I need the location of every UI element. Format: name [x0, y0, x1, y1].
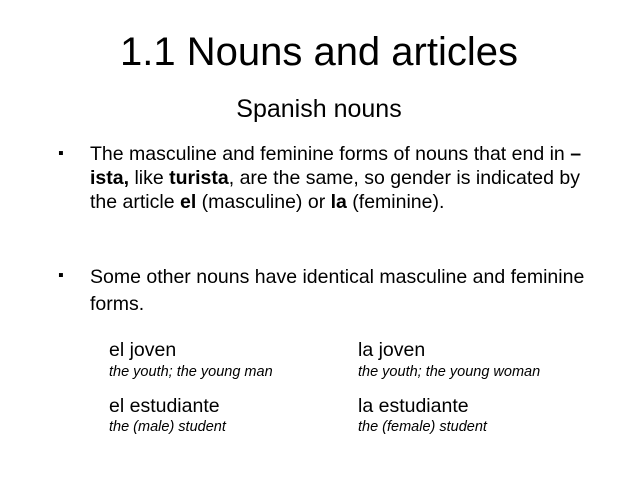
- bullet-2-text: Some other nouns have identical masculine and feminine forms.: [90, 266, 585, 315]
- slide-subtitle: Spanish nouns: [236, 95, 402, 123]
- bullet-1-part-5: (feminine).: [346, 191, 445, 213]
- bullet-1-part-2: like: [129, 167, 170, 189]
- bullet-marker-1: ▪: [58, 145, 64, 162]
- bullet-1-bold-turista: turista: [169, 167, 229, 189]
- bullet-1-bold-la: la: [330, 191, 347, 213]
- example-feminine-word: la joven: [358, 339, 426, 361]
- bullet-1-part-4: (masculine) or: [196, 191, 331, 213]
- example-masculine-gloss: the (male) student: [109, 419, 226, 435]
- example-feminine-word: la estudiante: [358, 395, 469, 417]
- example-masculine-word: el estudiante: [109, 395, 220, 417]
- bullet-1-part-3: , are the same, so gender is indicated by the article: [90, 167, 580, 213]
- slide-title: 1.1 Nouns and articles: [119, 30, 518, 74]
- bullet-marker-2: ▪: [58, 267, 64, 284]
- example-feminine-gloss: the youth; the young woman: [358, 364, 541, 380]
- example-feminine-gloss: the (female) student: [358, 419, 487, 435]
- bullet-1-bold-ista: –ista,: [90, 143, 582, 189]
- example-masculine-word: el joven: [109, 339, 177, 361]
- bullet-1-text: [90, 142, 590, 214]
- bullet-1-part-1: The masculine and feminine forms of nouns that end in: [90, 143, 571, 165]
- bullet-1-bold-el: el: [179, 191, 197, 213]
- example-masculine-gloss: the youth; the young man: [109, 364, 273, 380]
